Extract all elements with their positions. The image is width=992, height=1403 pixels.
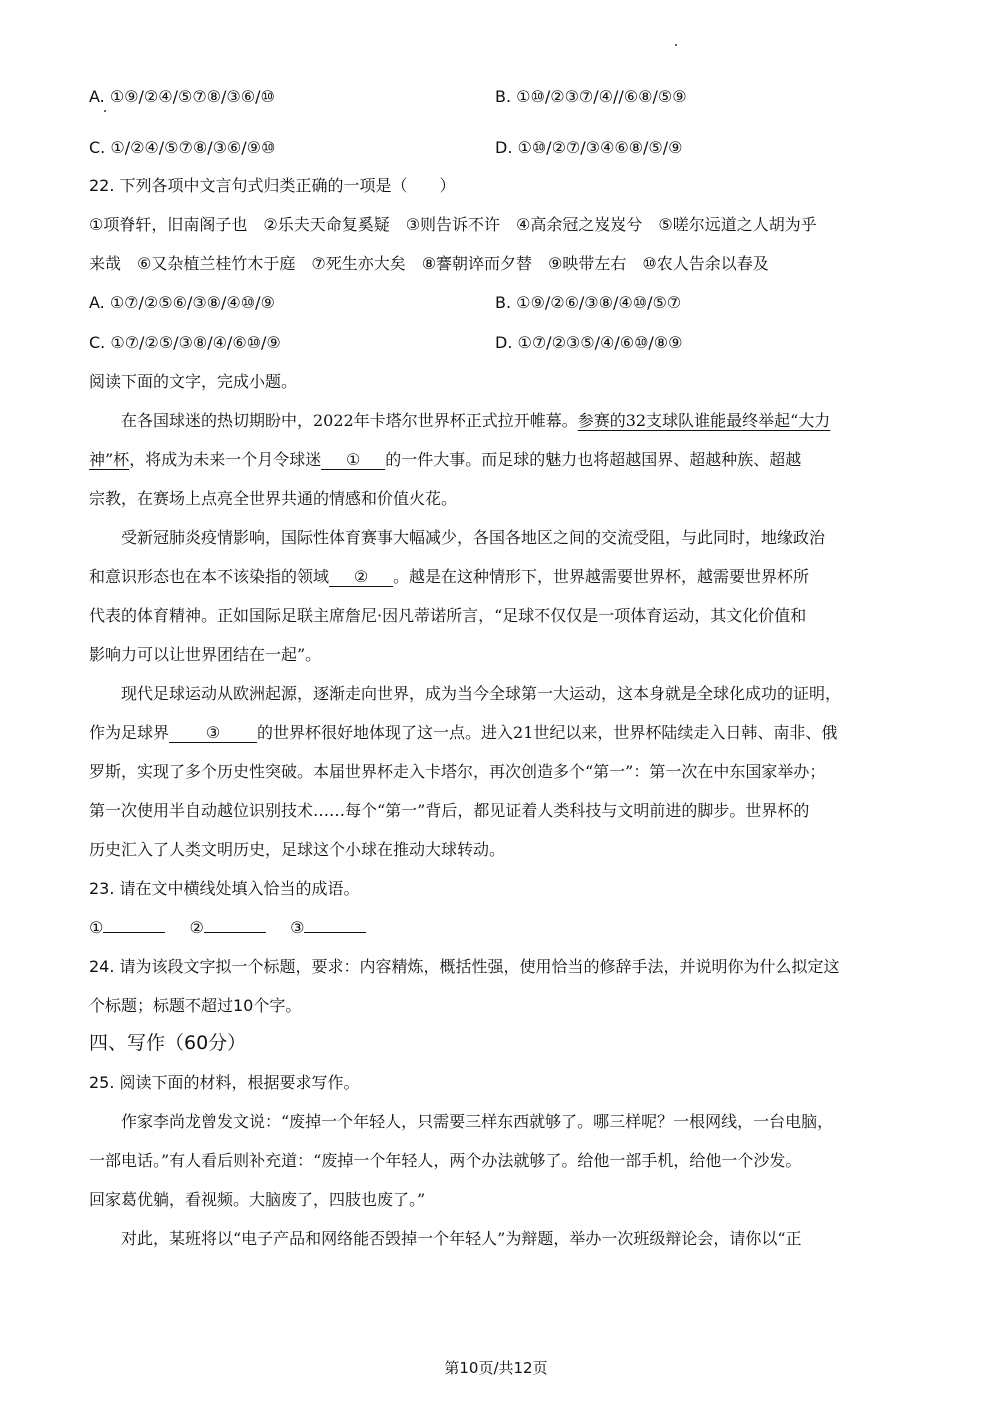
passage-text: 的世界杯很好地体现了这一点。进入21世纪以来，世界杯陆续走入日韩、南非、俄 xyxy=(257,723,838,742)
q22-option-d: D. ①⑦/②③⑤/④/⑥⑩/⑧⑨ xyxy=(495,333,683,352)
passage-p2-line2 xyxy=(89,566,809,588)
passage-text: 和意识形态也在本不该染指的领域 xyxy=(89,567,330,586)
q25-material-line1: 作家李尚龙曾发文说：“废掉一个年轻人，只需要三样东西就够了。哪三样呢？一根网线，一台电脑， xyxy=(121,1112,834,1131)
section-heading: 四、写作（60分） xyxy=(89,1032,247,1054)
passage-p1-line2 xyxy=(89,449,801,471)
q23-label-2: ② xyxy=(189,918,204,937)
q23-label-3: ③ xyxy=(290,918,305,937)
q23-blank-1 xyxy=(103,932,165,933)
passage-text: 在各国球迷的热切期盼中，2022年卡塔尔世界杯正式拉开帷幕。 xyxy=(121,411,578,430)
q22-option-b: B. ①⑨/②⑥/③⑧/④⑩/⑤⑦ xyxy=(495,293,682,312)
q25-material-line4: 对此，某班将以“电子产品和网络能否毁掉一个年轻人”为辩题，举办一次班级辩论会，请你以“正 xyxy=(121,1229,802,1248)
passage-p3-line3: 罗斯，实现了多个历史性突破。本届世界杯走入卡塔尔，再次创造多个“第一”：第一次在中东国家举办； xyxy=(89,762,826,781)
passage-p1-line3: 宗教，在赛场上点亮全世界共通的情感和价值火花。 xyxy=(89,489,458,508)
q23-stem: 23. 请在文中横线处填入恰当的成语。 xyxy=(89,879,360,898)
underlined-sentence: 参赛的32支球队谁能最终举起“大力 xyxy=(577,411,831,430)
passage-text: ，将成为未来一个月令球迷 xyxy=(129,450,322,469)
underlined-sentence: 神”杯 xyxy=(89,450,130,469)
q22-items-line2: 来哉 ⑥又杂植兰桂竹木于庭 ⑦死生亦大矣 ⑧謇朝谇而夕替 ⑨映带左右 ⑩农人告余以春及 xyxy=(89,254,769,273)
q25-material-line3: 回家葛优躺，看视频。大脑废了，四肢也废了。” xyxy=(89,1190,426,1209)
q23-answer-blanks xyxy=(89,917,366,939)
q23-blank-2 xyxy=(204,932,266,933)
q23-label-1: ① xyxy=(89,918,104,937)
stray-mark xyxy=(104,110,106,112)
blank-2: ② xyxy=(329,568,393,587)
q22-option-c: C. ①⑦/②⑤/③⑧/④/⑥⑩/⑨ xyxy=(89,333,281,352)
stray-mark xyxy=(675,44,677,46)
blank-3: ③ xyxy=(169,724,257,743)
passage-text: 。越是在这种情形下，世界越需要世界杯，越需要世界杯所 xyxy=(393,567,810,586)
page-number: 第10页/共12页 xyxy=(444,1359,548,1377)
q22-option-a: A. ①⑦/②⑤⑥/③⑧/④⑩/⑨ xyxy=(89,293,275,312)
passage-p2-line1: 受新冠肺炎疫情影响，国际性体育赛事大幅减少，各国各地区之间的交流受阻，与此同时，地缘政治 xyxy=(121,528,826,547)
q25-material-line2: 一部电话。”有人看后则补充道：“废掉一个年轻人，两个办法就够了。给他一部手机，给他一个沙发。 xyxy=(89,1151,802,1170)
passage-p3-line4: 第一次使用半自动越位识别技术……每个“第一”背后，都见证着人类科技与文明前进的脚步。世界杯的 xyxy=(89,801,810,820)
reading-intro: 阅读下面的文字，完成小题。 xyxy=(89,372,298,391)
q24-line2: 个标题；标题不超过10个字。 xyxy=(89,996,302,1015)
passage-text: 的一件大事。而足球的魅力也将超越国界、超越种族、超越 xyxy=(385,450,802,469)
q21-option-a: A. ①⑨/②④/⑤⑦⑧/③⑥/⑩ xyxy=(89,87,275,106)
q21-option-b: B. ①⑩/②③⑦/④//⑥⑧/⑤⑨ xyxy=(495,87,687,106)
q21-option-d: D. ①⑩/②⑦/③④⑥⑧/⑤/⑨ xyxy=(495,138,683,157)
q24-line1: 24. 请为该段文字拟一个标题，要求：内容精炼，概括性强，使用恰当的修辞手法，并说明你为什么拟定这 xyxy=(89,957,840,976)
q23-blank-3 xyxy=(304,932,366,933)
passage-p3-line1: 现代足球运动从欧洲起源，逐渐走向世界，成为当今全球第一大运动，这本身就是全球化成功的证明， xyxy=(121,684,842,703)
passage-p3-line2 xyxy=(89,722,837,744)
q22-items-line1: ①项脊轩，旧南阁子也 ②乐夫天命复奚疑 ③则告诉不许 ④高余冠之岌岌兮 ⑤嗟尔远道之人胡为乎 xyxy=(89,215,817,234)
q25-stem: 25. 阅读下面的材料，根据要求写作。 xyxy=(89,1073,360,1092)
passage-p1-line1 xyxy=(121,410,830,432)
passage-p2-line4: 影响力可以让世界团结在一起”。 xyxy=(89,645,322,664)
q22-stem: 22. 下列各项中文言句式归类正确的一项是（ ） xyxy=(89,176,456,195)
blank-1: ① xyxy=(321,451,385,470)
q21-option-c: C. ①/②④/⑤⑦⑧/③⑥/⑨⑩ xyxy=(89,138,276,157)
passage-p2-line3: 代表的体育精神。正如国际足联主席詹尼·因凡蒂诺所言，“足球不仅仅是一项体育运动，其文化价值和 xyxy=(89,606,807,625)
passage-p3-line5: 历史汇入了人类文明历史，足球这个小球在推动大球转动。 xyxy=(89,840,506,859)
passage-text: 作为足球界 xyxy=(89,723,170,742)
